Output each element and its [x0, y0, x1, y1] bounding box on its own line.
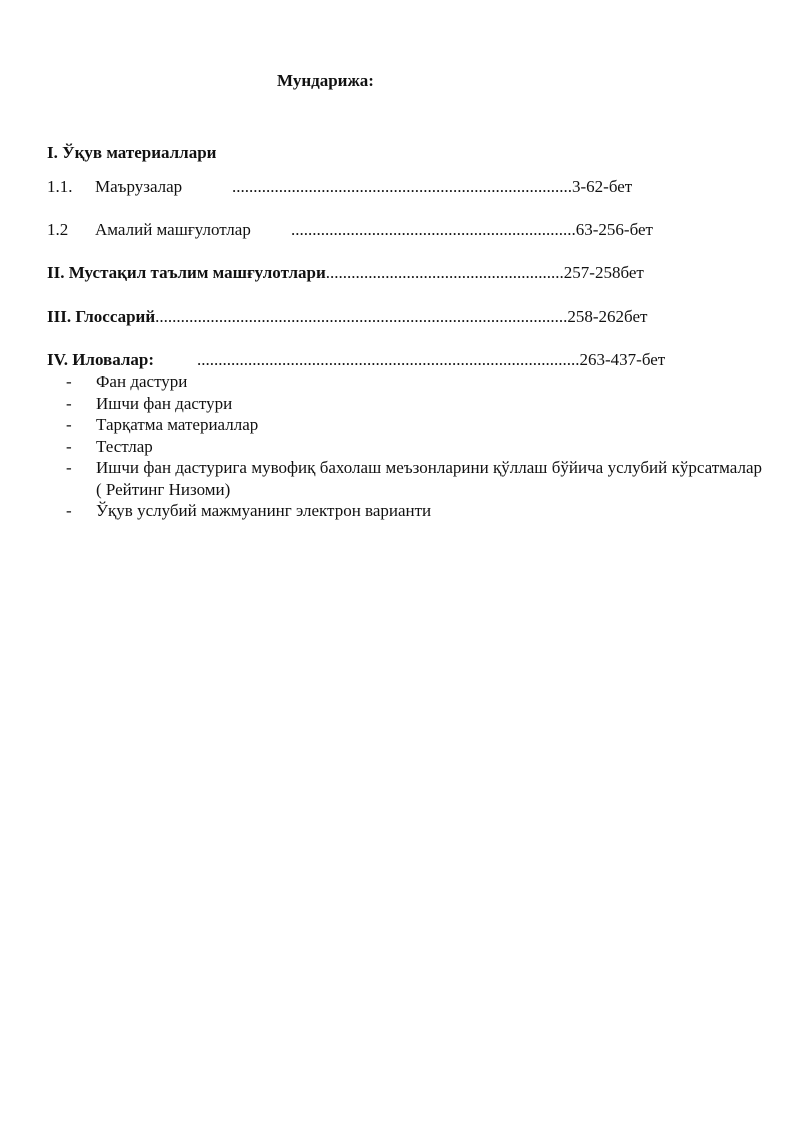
toc-entry-pages: 263-437-бет [579, 350, 666, 369]
toc-entry-section4 [47, 350, 665, 370]
list-item [66, 457, 762, 500]
toc-entry-number: 1.1. [47, 177, 73, 196]
list-dash: - [66, 458, 72, 477]
list-item-text: Ишчи фан дастурига мувофиқ бахолаш меъзонларини қўллаш бўйича услубий кўрсатмалар ( Рейтинг Низоми) [96, 458, 762, 499]
toc-entry-pages: 257-258бет [563, 263, 644, 282]
toc-entry-number: 1.2 [47, 220, 69, 239]
list-item [66, 500, 762, 522]
section3-heading: III. Глоссарий [47, 307, 156, 326]
toc-entry-pages: 3-62-бет [572, 177, 633, 196]
toc-entry-leader: ................................................................... [291, 220, 576, 239]
section1-heading-text: I. Ўқув материаллари [47, 143, 217, 162]
list-item-text: Фан дастури [96, 372, 188, 391]
list-dash: - [66, 501, 72, 520]
list-item-text: Тестлар [96, 436, 153, 456]
list-item [66, 371, 762, 393]
toc-entry-section2 [47, 263, 644, 283]
list-item [66, 414, 762, 436]
toc-entry-label: Амалий машғулотлар [95, 220, 251, 239]
toc-entry-1-2 [47, 220, 653, 240]
list-dash: - [66, 372, 72, 391]
list-item-text: Ишчи фан дастури [96, 393, 233, 413]
toc-entry-leader: .......................................................................................... [197, 350, 580, 369]
list-item-text: Тарқатма материаллар [96, 415, 259, 434]
list-item [66, 436, 762, 458]
section4-heading: IV. Иловалар: [47, 350, 155, 369]
list-dash: - [66, 415, 72, 434]
list-dash: - [66, 393, 72, 413]
list-item [66, 393, 762, 415]
list-item-text: Ўқув услубий мажмуанинг электрон варианти [96, 501, 432, 520]
toc-entry-leader: ........................................................ [325, 263, 564, 282]
toc-entry-label: Маърузалар [95, 177, 183, 196]
toc-entry-leader: ................................................................................ [232, 177, 572, 196]
section2-heading: II. Мустақил таълим машғулотлари [47, 263, 326, 282]
toc-entry-pages: 63-256-бет [575, 220, 653, 239]
toc-entry-section3 [47, 307, 647, 327]
list-dash: - [66, 436, 72, 456]
page-title: Мундарижа: [277, 71, 374, 90]
section1-heading [47, 143, 216, 163]
toc-entry-leader: ................................................................................................. [155, 307, 568, 326]
appendix-list [66, 371, 762, 522]
toc-entry-1-1 [47, 177, 632, 197]
toc-entry-pages: 258-262бет [567, 307, 648, 326]
